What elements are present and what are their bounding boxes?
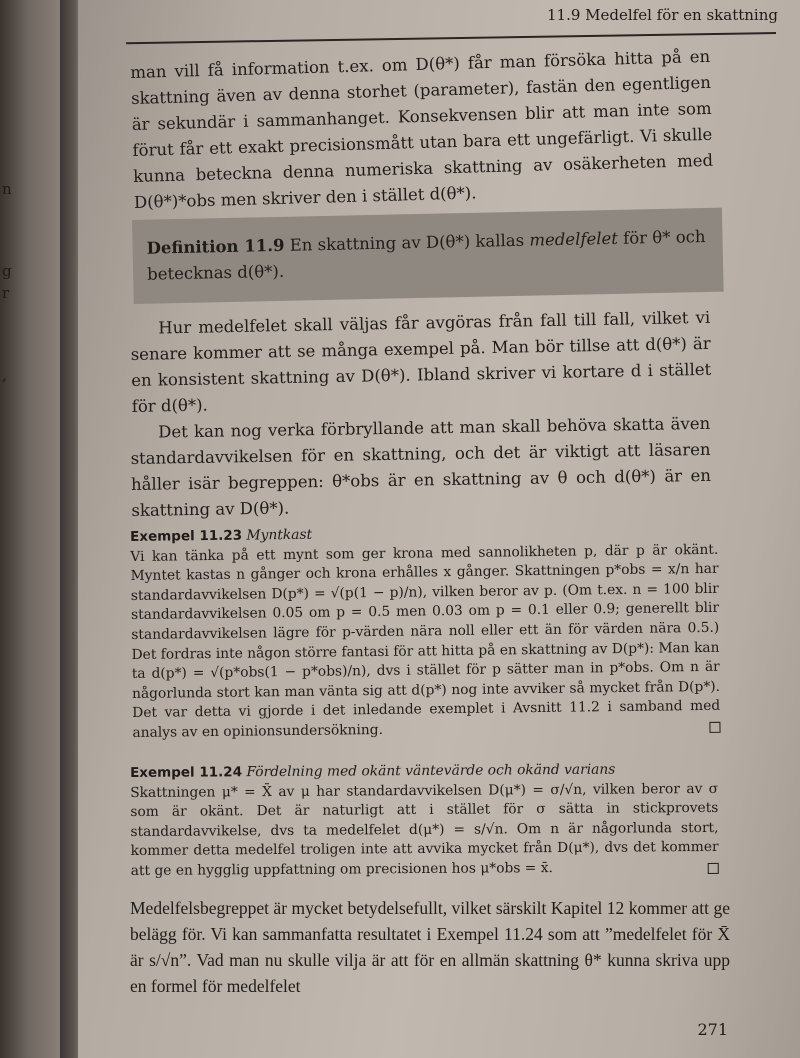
- paragraph-2-text: Hur medelfelet skall väljas får avgöras från fall till fall, vilket vi senare kommer att se många exempel på. Man bör tillse att d(θ*) är en konsistent skattning av D(θ*). Ibland skriver vi kortare d i stället för d(θ*).: [130, 307, 712, 416]
- definition-box: [132, 208, 724, 304]
- left-page-fragment: g: [2, 262, 12, 280]
- example-label: Exempel 11.23: [130, 527, 243, 545]
- definition-term: medelfelet: [529, 228, 619, 250]
- paragraph-3-text: Det kan nog verka förbryllande att man skall behöva skatta även standardavvikelsen för en skattning, och det är viktigt att läsaren håller isär begreppen: θ*obs är en skattning av θ och d(θ*) är en skattning av D(θ*).: [130, 413, 712, 520]
- left-page-fragment: n: [2, 180, 12, 198]
- example-label: Exempel 11.24: [130, 764, 243, 781]
- paragraph-1: man vill få information t.ex. om D(θ*) får man försöka hitta på en skattning även av denna storhet (parameter), fastän den egentligen är sekundär i sammanhanget. Konsekvensen blir att man inte som förut får ett exakt precisionsmått utan bara ett ungefärligt. Vi skulle kunna beteckna denna numeriska skattning av osäkerheten med D(θ*)*obs men skriver den i stället d(θ*).: [130, 46, 714, 212]
- page-number: 271: [697, 1020, 728, 1039]
- header-rule: [126, 32, 776, 44]
- qed-square-icon: [709, 722, 720, 733]
- indent: [130, 333, 158, 334]
- left-page-fragment: r: [2, 284, 10, 302]
- qed-square-icon: [708, 863, 719, 874]
- example-subtitle: Fördelning med okänt väntevärde och okänd varians: [246, 761, 616, 781]
- definition-label: Definition 11.9: [146, 235, 285, 258]
- example-11-24: [130, 760, 719, 882]
- example-text: Vi kan tänka på ett mynt som ger krona med sannolikheten p, där p är okänt. Myntet kastas n gånger och krona erhålles x gånger. Skattningen p*obs = x/n har standardavvikelsen D(p*) = √(p(1 − p)/n), vilken beror av p. (Om t.ex. n = 100 blir standardavvikelsen 0.05 om p = 0.5 men 0.03 om p = 0.1 eller 0.9; generellt blir standardavvikelsen lägre för p-värden nära noll eller ett än för värden nära 0.5.) Det fordras inte någon större fantasi för att hitta på en skattning av D(p*): Man kan ta d(p*) = √(p*obs(1 − p*obs)/n), dvs i stället för p sätter man in p*obs. Om n är någorlunda stort kan man vänta sig att d(p*) nog inte avviker så mycket från D(p*). Det var detta vi gjorde i det inledande exemplet i Avsnitt 11.2 i samband med analys av en opinionsundersökning.: [130, 541, 721, 741]
- book-page: [78, 0, 800, 1058]
- definition-text-after: för θ* och betecknas d(θ*).: [146, 226, 706, 284]
- example-subtitle: Myntkast: [246, 526, 313, 544]
- running-head: 11.9 Medelfel för en skattning: [546, 6, 778, 24]
- paragraph-4: Medelfelsbegreppet är mycket betydelsefullt, vilket särskilt Kapitel 12 kommer att ge belägg för. Vi kan sammanfatta resultatet i Exempel 11.24 som att ”medelfelet för X̄ är s/√n”. Vad man nu skulle vilja är att för en allmän skattning θ* kunna skriva upp en formel för medelfelet: [130, 898, 730, 996]
- example-11-23: [130, 521, 721, 744]
- definition-text-before: En skattning av D(θ*) kallas: [289, 230, 525, 255]
- left-page-fragment: ,: [2, 366, 7, 384]
- paragraph-3: [130, 411, 712, 524]
- example-text: Skattningen μ* = X̄ av μ har standardavvikelsen D(μ*) = σ/√n, vilken beror av σ som är okänt. Det är naturligt att i stället för σ sätta in stickprovets standardavvikelse, dvs ta medelfelet d(μ*) = s/√n. Om n är någorlunda stort, kommer detta medelfel troligen inte att avvika mycket från D(μ*), dvs det kommer att ge en hygglig uppfattning om precisionen hos μ*obs = x̄.: [130, 780, 719, 879]
- paragraph-2: [130, 305, 712, 420]
